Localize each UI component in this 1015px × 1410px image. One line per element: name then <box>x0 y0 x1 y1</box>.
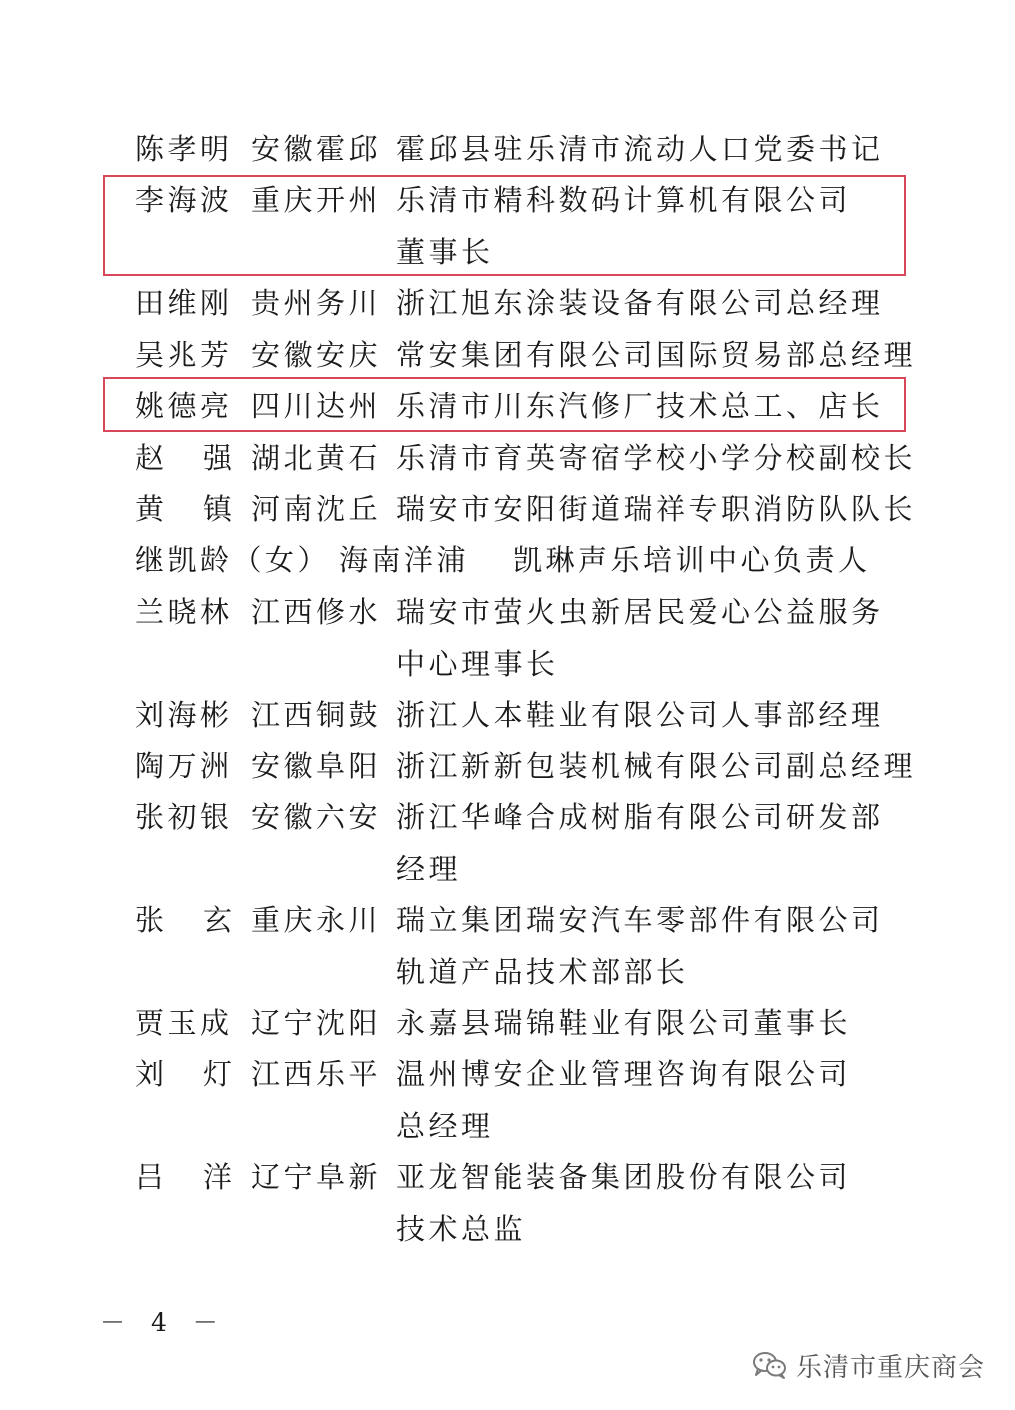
person-name: 田维刚 <box>135 286 233 320</box>
person-origin: 海南洋浦 <box>339 543 470 577</box>
person-position-continued: 董事长 <box>396 235 494 269</box>
person-name: 张初银 <box>135 800 233 834</box>
person-position-continued: 总经理 <box>396 1109 494 1143</box>
person-position: 浙江人本鞋业有限公司人事部经理 <box>396 698 884 732</box>
person-position: 瑞立集团瑞安汽车零部件有限公司 <box>396 903 884 937</box>
person-name: 李海波 <box>135 183 233 217</box>
person-name: 继凯龄（女） <box>135 543 331 577</box>
person-name: 吕洋 <box>135 1160 272 1194</box>
person-origin: 江西乐平 <box>251 1057 382 1091</box>
person-position: 亚龙智能装备集团股份有限公司 <box>396 1160 852 1194</box>
person-position: 瑞安市安阳街道瑞祥专职消防队队长 <box>396 492 917 526</box>
person-position: 永嘉县瑞锦鞋业有限公司董事长 <box>396 1006 852 1040</box>
person-position: 乐清市精科数码计算机有限公司 <box>396 183 852 217</box>
person-position: 常安集团有限公司国际贸易部总经理 <box>396 338 917 372</box>
wechat-icon <box>752 1350 788 1380</box>
person-position: 浙江旭东涂装设备有限公司总经理 <box>396 286 884 320</box>
person-origin: 贵州务川 <box>251 286 382 320</box>
person-origin: 江西铜鼓 <box>251 698 382 732</box>
person-position: 浙江新新包装机械有限公司副总经理 <box>396 749 917 783</box>
person-position: 温州博安企业管理咨询有限公司 <box>396 1057 852 1091</box>
person-name: 兰晓林 <box>135 595 233 629</box>
person-origin: 重庆开州 <box>251 183 382 217</box>
person-position: 浙江华峰合成树脂有限公司研发部 <box>396 800 884 834</box>
person-origin: 辽宁沈阳 <box>251 1006 382 1040</box>
person-origin: 江西修水 <box>251 595 382 629</box>
watermark-text: 乐清市重庆商会 <box>795 1352 985 1383</box>
person-name: 陶万洲 <box>135 749 233 783</box>
person-position: 乐清市育英寄宿学校小学分校副校长 <box>396 441 917 475</box>
person-name: 黄镇 <box>135 492 272 526</box>
person-origin: 安徽安庆 <box>251 338 382 372</box>
person-name: 贾玉成 <box>135 1006 233 1040</box>
person-position: 瑞安市萤火虫新居民爱心公益服务 <box>396 595 884 629</box>
person-origin: 安徽六安 <box>251 800 382 834</box>
person-origin: 河南沈丘 <box>251 492 382 526</box>
person-position: 霍邱县驻乐清市流动人口党委书记 <box>396 132 884 166</box>
page-number: － 4 － <box>100 1308 227 1337</box>
person-position-continued: 经理 <box>396 852 462 886</box>
person-origin: 辽宁阜新 <box>251 1160 382 1194</box>
person-name: 刘灯 <box>135 1057 272 1091</box>
person-origin: 湖北黄石 <box>251 441 382 475</box>
person-position: 乐清市川东汽修厂技术总工、店长 <box>396 389 884 423</box>
person-origin: 重庆永川 <box>251 903 382 937</box>
person-origin: 安徽霍邱 <box>251 132 382 166</box>
person-name: 陈孝明 <box>135 132 233 166</box>
person-position: 凯琳声乐培训中心负责人 <box>513 543 871 577</box>
person-position-continued: 技术总监 <box>396 1212 527 1246</box>
person-name: 刘海彬 <box>135 698 233 732</box>
person-name: 张玄 <box>135 903 272 937</box>
person-origin: 四川达州 <box>251 389 382 423</box>
person-name: 吴兆芳 <box>135 338 233 372</box>
person-position-continued: 轨道产品技术部部长 <box>396 955 689 989</box>
watermark <box>752 1345 985 1385</box>
person-name: 姚德亮 <box>135 389 233 423</box>
person-origin: 安徽阜阳 <box>251 749 382 783</box>
person-position-continued: 中心理事长 <box>396 647 559 681</box>
person-name: 赵强 <box>135 441 272 475</box>
